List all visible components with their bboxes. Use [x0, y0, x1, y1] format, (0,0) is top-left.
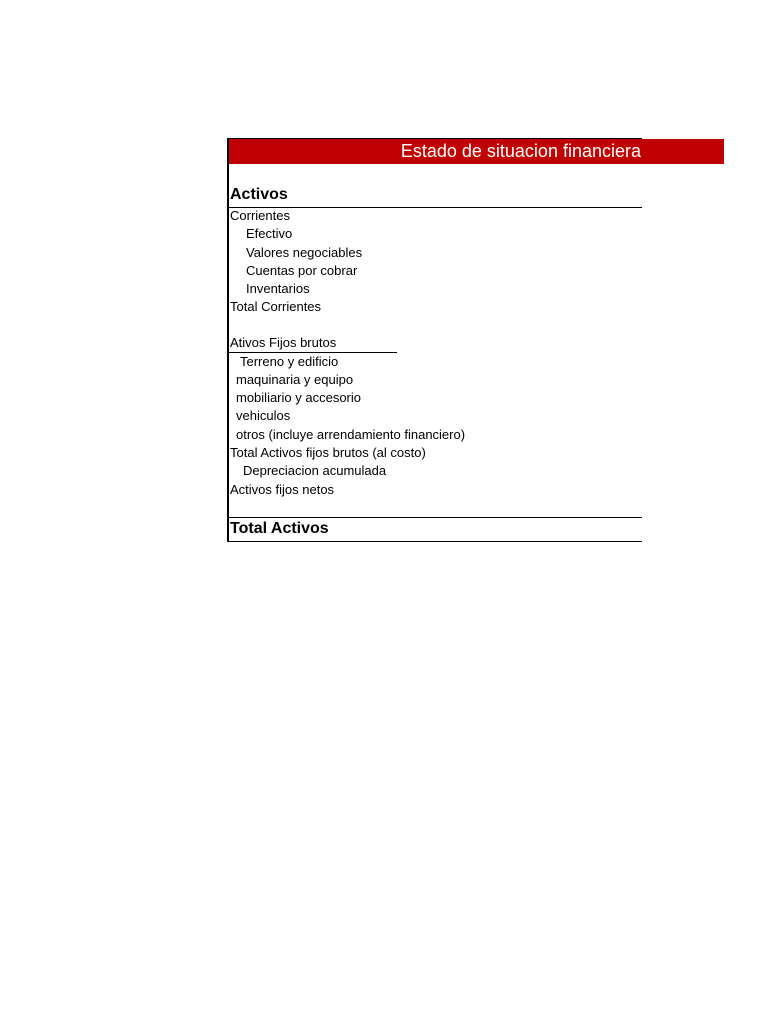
activos-underline — [229, 207, 642, 208]
item-valores-negociables: Valores negociables — [246, 245, 363, 260]
depreciacion-acumulada: Depreciacion acumulada — [243, 463, 387, 478]
statement-title: Estado de situacion financiera — [400, 141, 641, 161]
item-vehiculos: vehiculos — [236, 408, 291, 423]
item-inventarios: Inventarios — [246, 281, 310, 296]
item-cuentas-por-cobrar: Cuentas por cobrar — [246, 263, 358, 278]
item-maquinaria-y-equipo: maquinaria y equipo — [236, 372, 354, 387]
fijos-underline — [229, 352, 397, 353]
fijos-heading: Ativos Fijos brutos — [230, 335, 337, 350]
item-mobiliario-y-accesorio: mobiliario y accesorio — [236, 390, 361, 405]
total-corrientes: Total Corrientes — [230, 299, 322, 314]
activos-fijos-netos: Activos fijos netos — [230, 482, 335, 497]
top-border — [227, 138, 642, 139]
total-top-border — [229, 517, 642, 518]
total-bottom-border — [229, 541, 642, 542]
corrientes-heading: Corrientes — [230, 208, 290, 223]
section-heading-activos: Activos — [230, 186, 288, 203]
item-efectivo: Efectivo — [246, 226, 293, 241]
item-otros: otros (incluye arrendamiento financiero) — [236, 427, 466, 442]
item-terreno-y-edificio: Terreno y edificio — [240, 354, 339, 369]
total-activos: Total Activos — [230, 520, 329, 537]
total-activos-fijos-brutos: Total Activos fijos brutos (al costo) — [230, 445, 426, 460]
left-border — [227, 138, 229, 542]
